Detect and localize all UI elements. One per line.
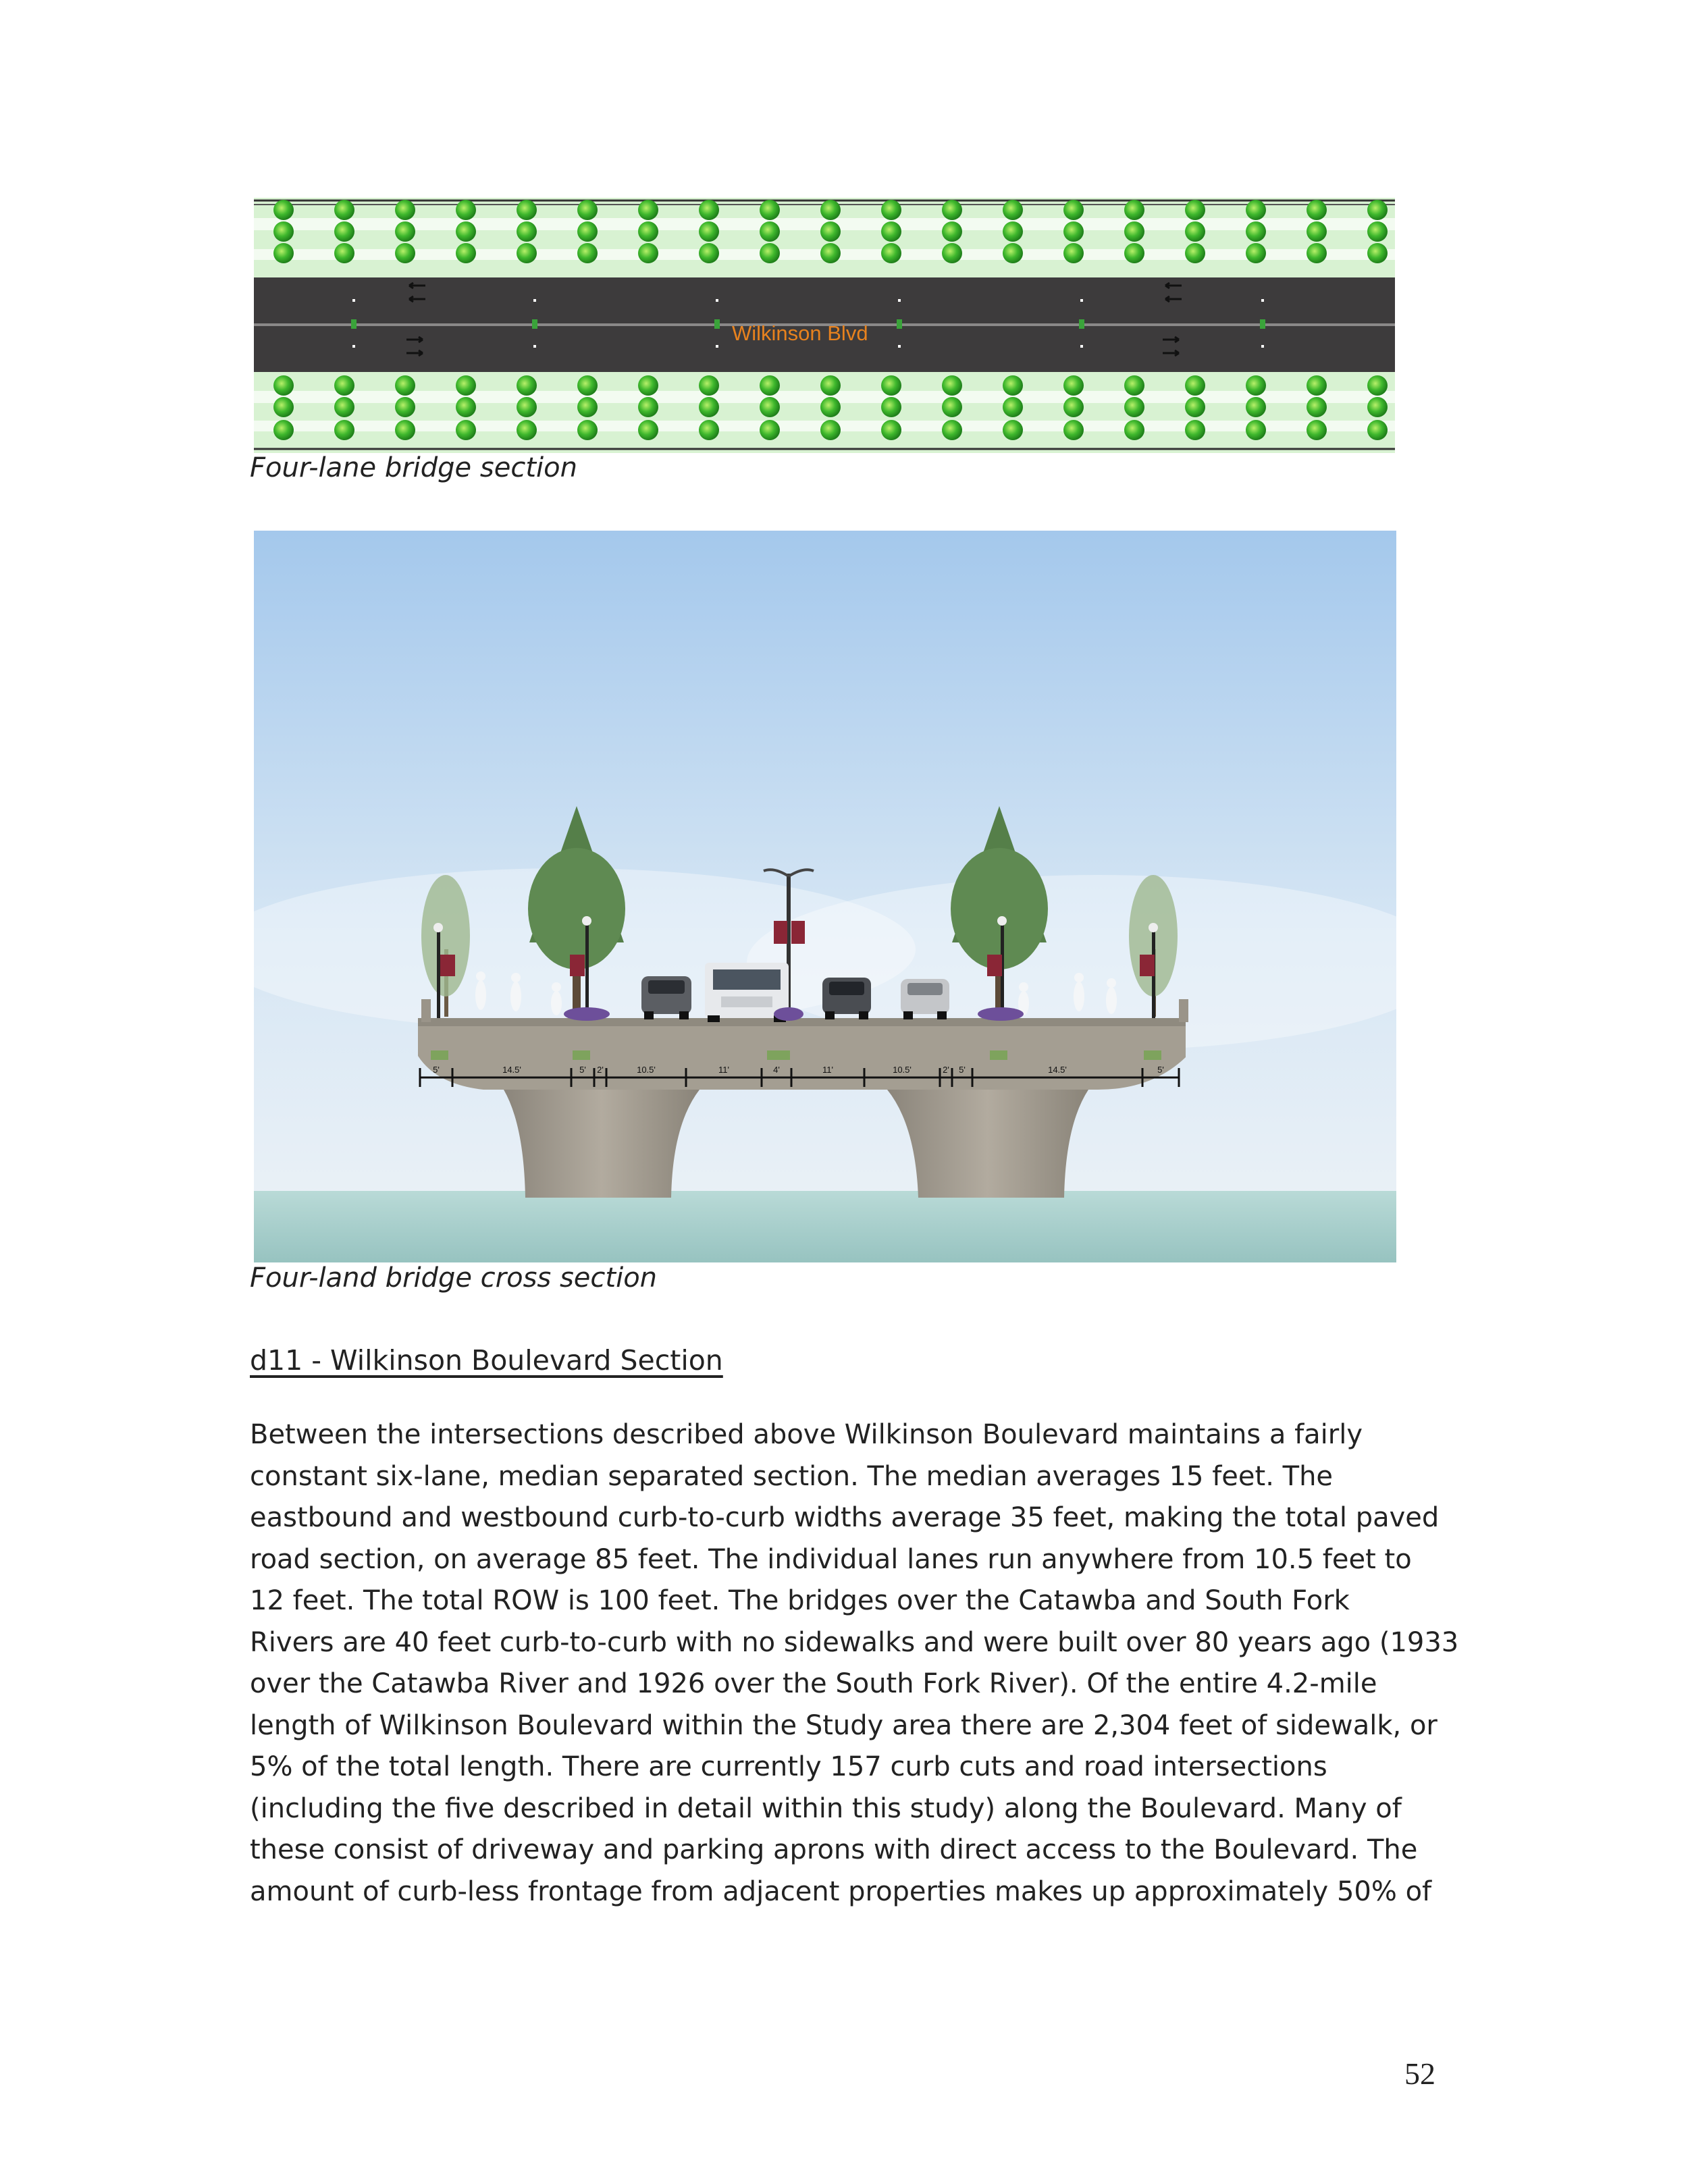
tree-icon [820,221,841,242]
body-paragraph [250,1414,1458,1913]
tree-icon [577,420,598,440]
dimension-label: 5' [579,1065,586,1075]
tree-icon [456,221,476,242]
tree-icon [273,221,294,242]
tree-icon [395,243,415,263]
dimension-label: 4' [773,1065,780,1075]
tree-icon [881,420,901,440]
tree-icon [820,375,841,396]
body-line: amount of curb-less frontage from adjacent properties makes up approximately 50% of [250,1875,1432,1907]
tree-icon [1063,420,1084,440]
body-line: road section, on average 85 feet. The individual lanes run anywhere from 10.5 feet to [250,1543,1412,1575]
body-line: Between the intersections described above Wilkinson Boulevard maintains a fairly [250,1419,1363,1450]
tree-icon [456,397,476,417]
dimension-label: 14.5' [502,1065,521,1075]
tree-icon [1063,397,1084,417]
dimension-label: 14.5' [1048,1065,1067,1075]
tree-icon [760,243,780,263]
body-line: (including the five described in detail within this study) along the Boulevard. Many of [250,1792,1402,1824]
tree-icon [820,200,841,220]
tree-icon [760,221,780,242]
tree-icon [1246,397,1266,417]
tree-icon [820,243,841,263]
tree-icon [577,397,598,417]
tree-icon [942,243,962,263]
tree-icon [1307,243,1327,263]
page-number: 52 [1404,2056,1435,2091]
body-line: Rivers are 40 feet curb-to-curb with no sidewalks and were built over 80 years ago (1933 [250,1626,1459,1658]
tree-icon [334,397,354,417]
tree-icon [1124,420,1144,440]
tree-icon [942,200,962,220]
tree-icon [942,420,962,440]
tree-icon [638,200,658,220]
car [901,979,949,1019]
tree-icon [1185,200,1205,220]
tree-icon [1367,221,1388,242]
tree-icon [1124,397,1144,417]
tree-icon [517,200,537,220]
tree-icon [638,420,658,440]
tree-icon [820,397,841,417]
tree-icon [699,200,719,220]
tree-icon [517,221,537,242]
tree-icon [881,397,901,417]
tree-icon [334,375,354,396]
tree-icon [1185,221,1205,242]
tree-icon [273,375,294,396]
tree-icon [456,200,476,220]
tree-icon [1307,200,1327,220]
tree-icon [1185,397,1205,417]
tree-icon [760,397,780,417]
plan-view-figure [254,198,1395,453]
figure-caption-plan: Four-lane bridge section [250,452,577,483]
tree-icon [638,243,658,263]
tree-icon [638,221,658,242]
tree-icon [1307,375,1327,396]
tree-icon [699,375,719,396]
tree-icon [1185,243,1205,263]
tree-icon [1003,200,1023,220]
tree-icon [638,375,658,396]
body-line: length of Wilkinson Boulevard within the Study area there are 2,304 feet of sidewalk, or [250,1709,1438,1741]
tree-icon [1003,243,1023,263]
tree-icon [395,397,415,417]
tree-icon [1124,375,1144,396]
tree-icon [1246,420,1266,440]
body-line: 12 feet. The total ROW is 100 feet. The bridges over the Catawba and South Fork [250,1585,1350,1616]
tree-icon [1185,420,1205,440]
tree-icon [1246,200,1266,220]
tree-icon [1124,200,1144,220]
tree-icon [1003,420,1023,440]
tree-icon [881,243,901,263]
dimension-label: 11' [822,1065,833,1075]
tree-icon [1063,375,1084,396]
tree-icon [1246,243,1266,263]
body-line: 5% of the total length. There are currently 157 curb cuts and road intersections [250,1751,1327,1782]
tree-icon [334,243,354,263]
car [641,976,691,1019]
tree-icon [1124,243,1144,263]
tree-icon [820,420,841,440]
tree-icon [760,420,780,440]
tree-icon [881,200,901,220]
dimension-label: 5' [1157,1065,1164,1075]
tree-icon [1307,221,1327,242]
tree-icon [638,397,658,417]
tree-icon [1367,397,1388,417]
tree-icon [1003,375,1023,396]
tree-icon [517,420,537,440]
tree-icon [1124,221,1144,242]
dimension-label: 10.5' [893,1065,912,1075]
tree-icon [334,420,354,440]
tree-icon [273,200,294,220]
tree-icon [334,200,354,220]
tree-icon [517,375,537,396]
tree-icon [942,397,962,417]
tree-icon [699,243,719,263]
body-line: over the Catawba River and 1926 over the South Fork River). Of the entire 4.2-mile [250,1668,1377,1699]
dimension-label: 11' [718,1065,729,1075]
tree-icon [1063,200,1084,220]
tree-icon [577,200,598,220]
tree-icon [760,375,780,396]
tree-icon [456,420,476,440]
tree-icon [577,243,598,263]
tree-icon [699,397,719,417]
tree-icon [1003,397,1023,417]
section-heading: d11 - Wilkinson Boulevard Section [250,1344,723,1377]
dimension-label: 2' [597,1065,604,1075]
body-line: eastbound and westbound curb-to-curb widths average 35 feet, making the total paved [250,1502,1440,1533]
figure-caption-cross-section: Four-land bridge cross section [250,1262,658,1294]
tree-icon [395,420,415,440]
street-label: Wilkinson Blvd [732,321,868,345]
tree-icon [1367,243,1388,263]
tree-icon [273,420,294,440]
tree-icon [577,221,598,242]
tree-icon [1063,243,1084,263]
tree-icon [1307,397,1327,417]
tree-icon [273,397,294,417]
dimension-label: 5' [433,1065,440,1075]
tree-icon [1367,375,1388,396]
tree-icon [1307,420,1327,440]
tree-icon [1246,221,1266,242]
tree-icon [881,375,901,396]
tree-icon [577,375,598,396]
tree-icon [1367,420,1388,440]
tree-icon [699,221,719,242]
tree-icon [517,397,537,417]
tree-icon [273,243,294,263]
tree-icon [699,420,719,440]
tree-icon [1185,375,1205,396]
tree-icon [760,200,780,220]
tree-icon [395,375,415,396]
tree-icon [1003,221,1023,242]
tree-icon [456,243,476,263]
car [822,978,871,1019]
tree-icon [942,375,962,396]
tree-icon [942,221,962,242]
bridge-cross-section-figure [254,531,1396,1262]
dimension-label: 10.5' [637,1065,656,1075]
tree-icon [395,221,415,242]
body-line: these consist of driveway and parking aprons with direct access to the Boulevard. The [250,1834,1418,1865]
tree-icon [395,200,415,220]
tree-icon [334,221,354,242]
dimension-label: 2' [943,1065,949,1075]
dimension-label: 5' [959,1065,966,1075]
tree-icon [456,375,476,396]
tree-icon [1367,200,1388,220]
tree-icon [517,243,537,263]
tree-icon [881,221,901,242]
body-line: constant six-lane, median separated section. The median averages 15 feet. The [250,1460,1334,1492]
tree-icon [1246,375,1266,396]
tree-icon [1063,221,1084,242]
